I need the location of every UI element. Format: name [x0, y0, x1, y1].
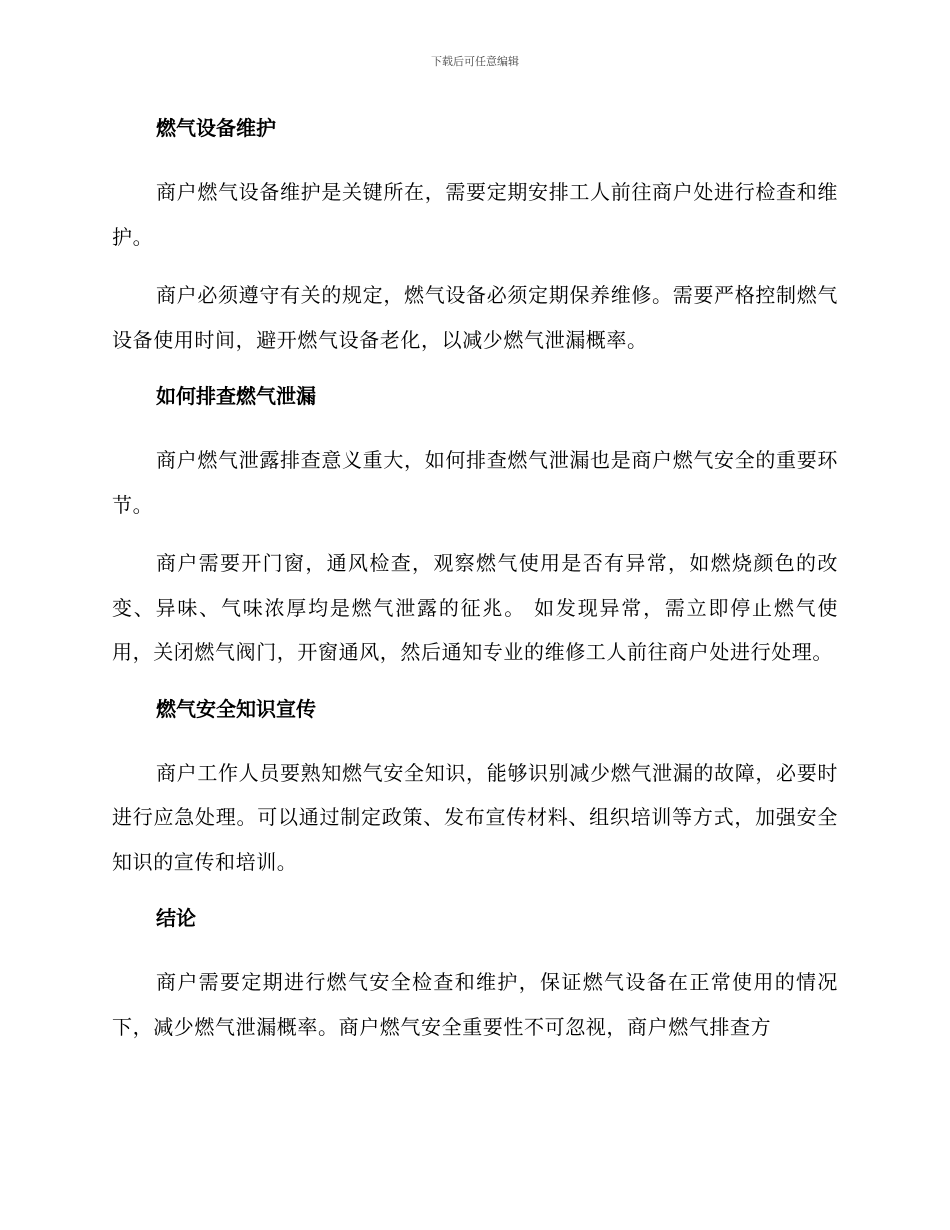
section-conclusion: [112, 898, 838, 1049]
document-body: [112, 108, 838, 1063]
paragraph: 商户需要定期进行燃气安全检查和维护，保证燃气设备在正常使用的情况下，减少燃气泄漏概率。商户燃气安全重要性不可忽视，商户燃气排查方: [112, 970, 838, 1039]
section-heading: 如何排查燃气泄漏: [156, 384, 316, 408]
section-heading: 燃气安全知识宣传: [156, 696, 316, 721]
paragraph: 商户燃气泄露排查意义重大，如何排查燃气泄漏也是商户燃气安全的重要环节。: [112, 448, 838, 517]
paragraph: 商户燃气设备维护是关键所在，需要定期安排工人前往商户处进行检查和维护。: [112, 180, 838, 249]
section-heading: 结论: [156, 906, 196, 930]
page-header: 下载后可任意编辑: [431, 55, 519, 68]
paragraph: 商户工作人员要熟知燃气安全知识，能够识别减少燃气泄漏的故障，必要时进行应急处理。可以通过制定政策、发布宣传材料、组织培训等方式，加强安全知识的宣传和培训。: [112, 760, 838, 874]
paragraph: 商户必须遵守有关的规定，燃气设备必须定期保养维修。需要严格控制燃气设备使用时间，避开燃气设备老化，以减少燃气泄漏概率。: [112, 283, 838, 352]
section-safety-education: [112, 689, 838, 885]
section-equipment-maintenance: [112, 108, 838, 362]
section-heading: 燃气设备维护: [156, 116, 276, 140]
section-leak-inspection: [112, 376, 838, 675]
paragraph: 商户需要开门窗，通风检查，观察燃气使用是否有异常，如燃烧颜色的改变、异味、气味浓厚均是燃气泄露的征兆。 如发现异常，需立即停止燃气使用，关闭燃气阀门，开窗通风，然后通知专业的维修工人前往商户处进行处理。: [112, 551, 838, 664]
